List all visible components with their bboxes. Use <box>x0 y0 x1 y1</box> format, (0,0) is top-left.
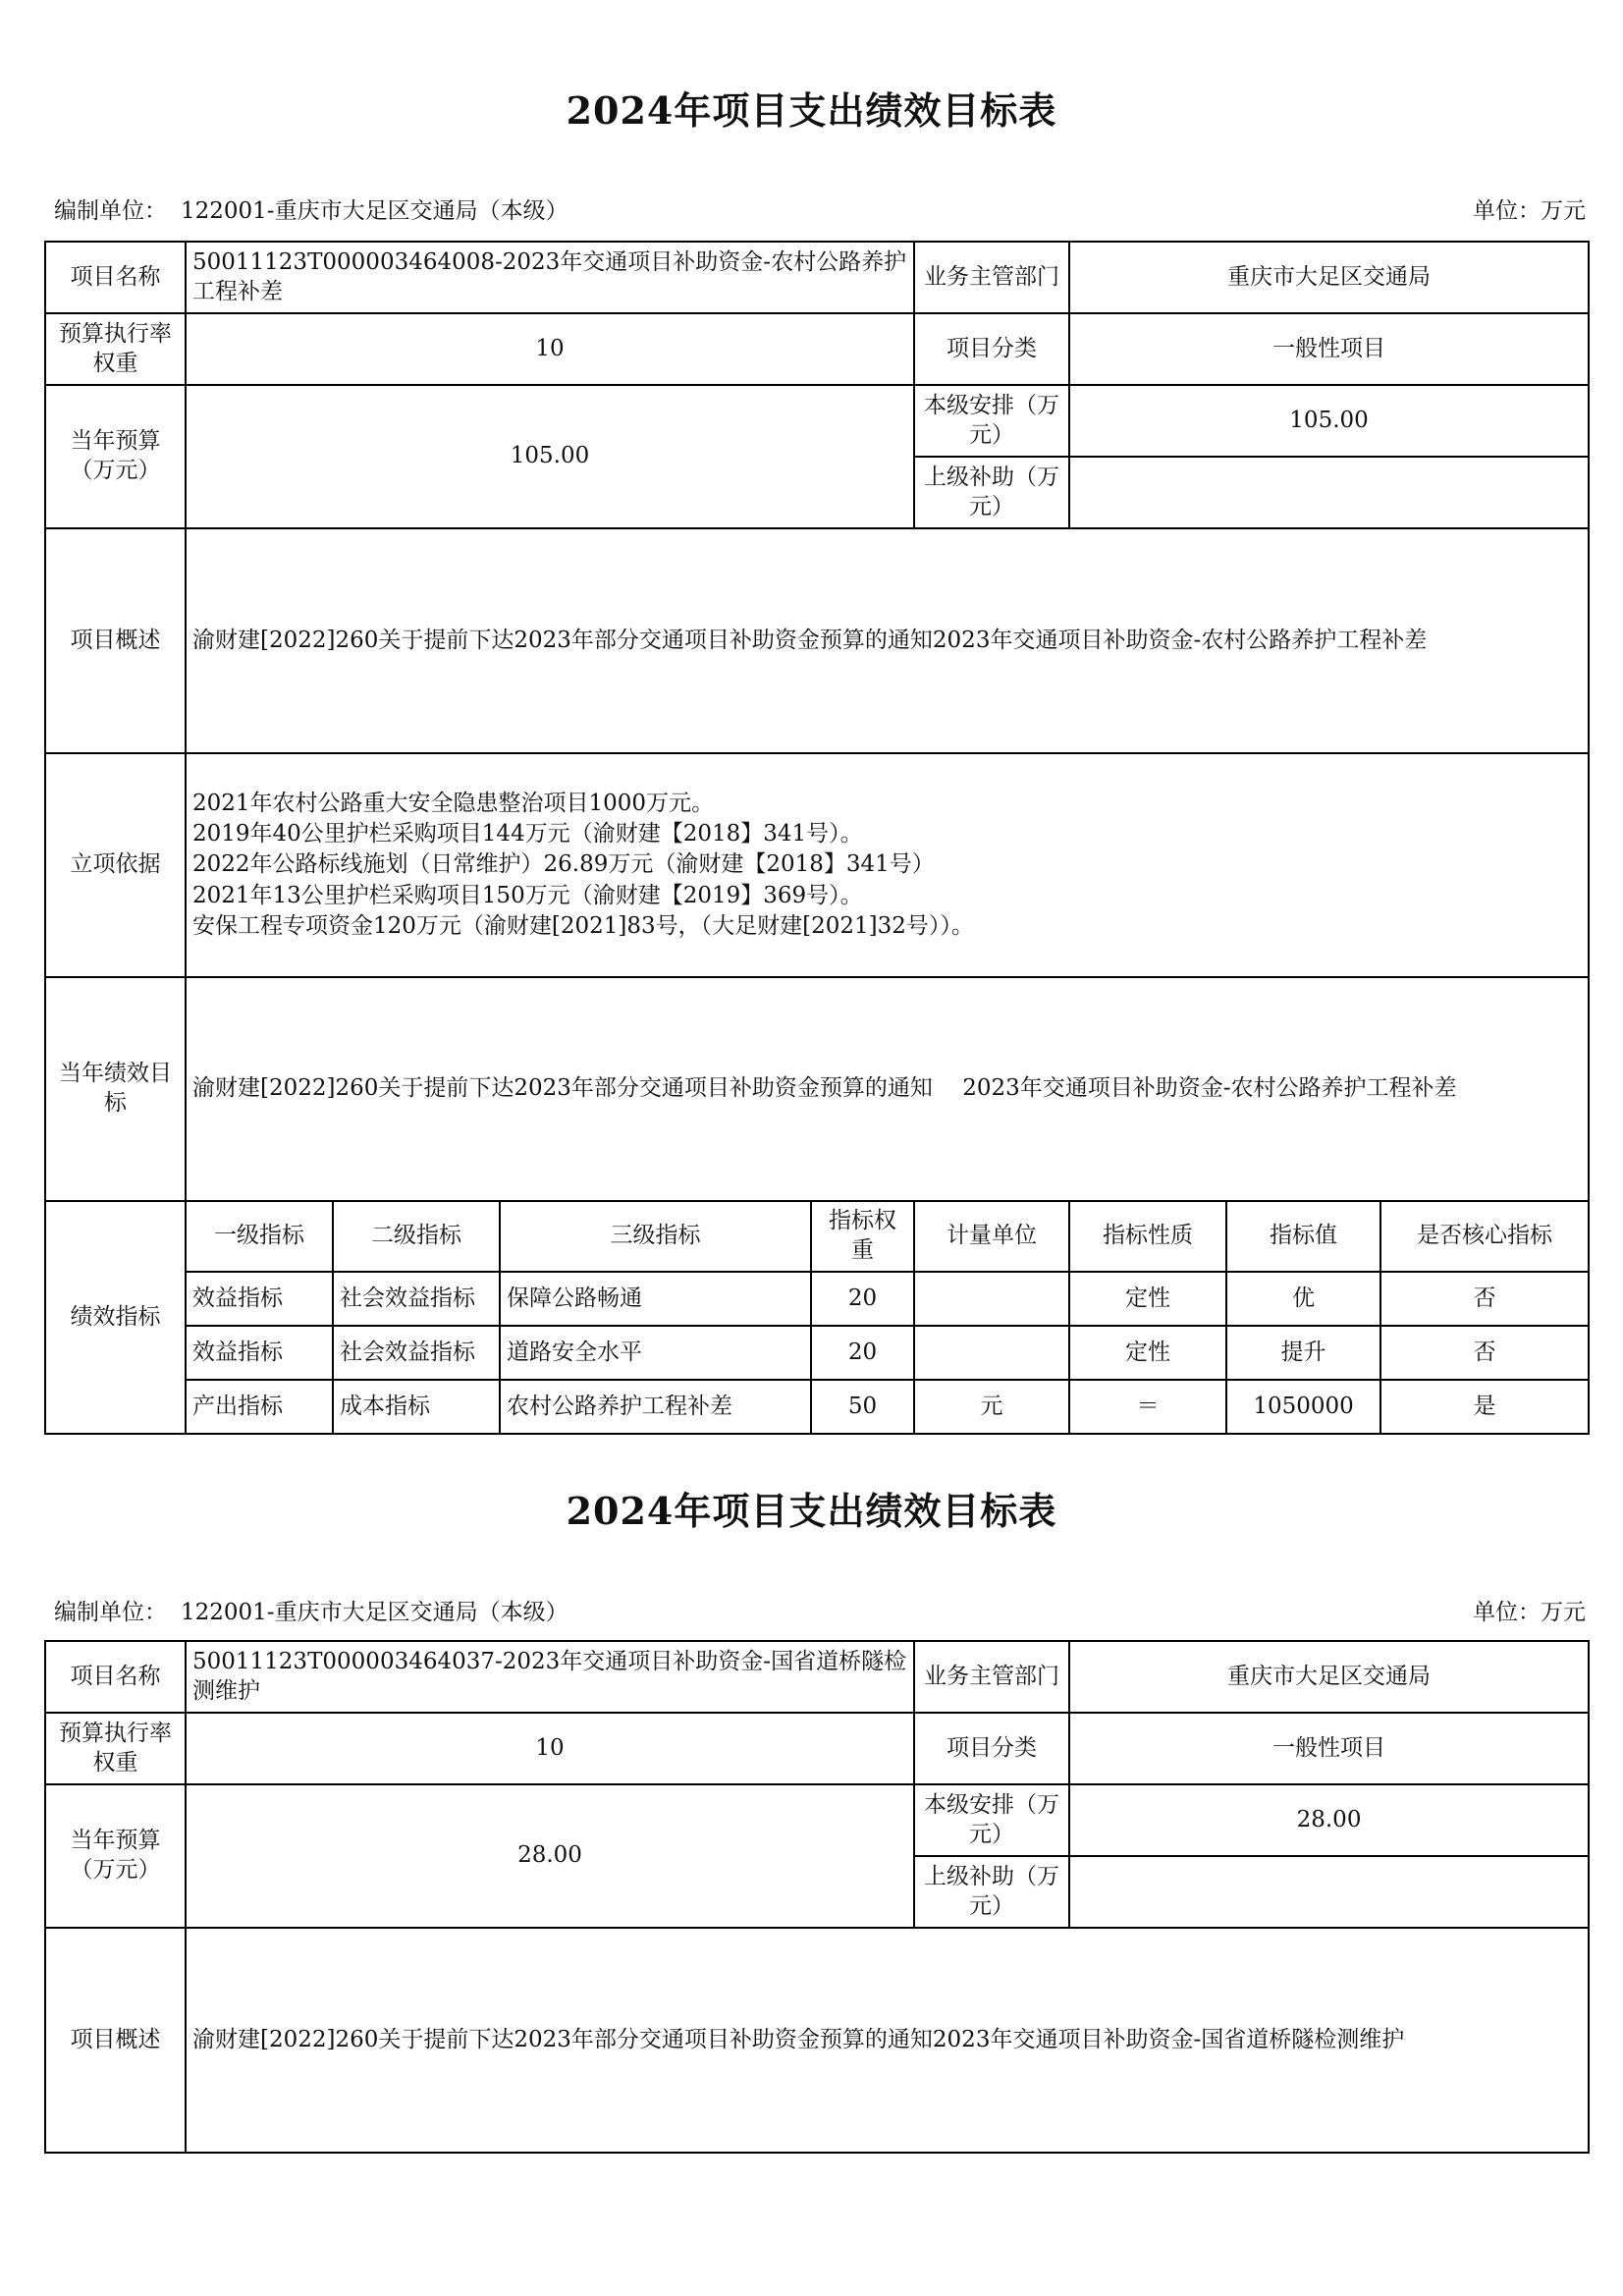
label-budget: 当年预算（万元） <box>45 1784 186 1928</box>
label-local: 本级安排（万元） <box>914 1784 1069 1856</box>
indicator-cell: 定性 <box>1069 1326 1226 1380</box>
category-value: 一般性项目 <box>1069 1713 1589 1784</box>
label-project-name: 项目名称 <box>45 242 186 313</box>
indicator-cell: 道路安全水平 <box>500 1326 811 1380</box>
overview-text: 渝财建[2022]260关于提前下达2023年部分交通项目补助资金预算的通知2023年交通项目补助资金-国省道桥隧检测维护 <box>186 1928 1589 2153</box>
indicator-cell: 50 <box>811 1380 914 1434</box>
unit-value: 122001-重庆市大足区交通局（本级） <box>181 1600 568 1625</box>
basis-line: 2021年13公里护栏采购项目150万元（渝财建【2019】369号）。 <box>192 882 863 908</box>
label-weight: 预算执行率权重 <box>45 1713 186 1784</box>
indicator-cell: 是 <box>1380 1380 1589 1434</box>
label-weight: 预算执行率权重 <box>45 313 186 385</box>
indicator-header: 指标权重 <box>811 1201 914 1272</box>
currency-label: 单位：万元 <box>1473 1600 1586 1625</box>
label-indicators: 绩效指标 <box>45 1201 186 1434</box>
indicator-header: 二级指标 <box>333 1201 500 1272</box>
currency-label: 单位：万元 <box>1473 198 1586 224</box>
label-category: 项目分类 <box>914 313 1069 385</box>
indicator-cell: 产出指标 <box>186 1380 333 1434</box>
label-project-name: 项目名称 <box>45 1641 186 1713</box>
unit-label: 编制单位： <box>54 198 167 224</box>
indicator-cell <box>914 1326 1069 1380</box>
indicator-header: 是否核心指标 <box>1380 1201 1589 1272</box>
label-upper: 上级补助（万元） <box>914 1856 1069 1928</box>
indicator-cell: 效益指标 <box>186 1272 333 1326</box>
indicator-cell: 社会效益指标 <box>333 1272 500 1326</box>
department: 重庆市大足区交通局 <box>1069 1641 1589 1713</box>
indicator-cell: 1050000 <box>1226 1380 1380 1434</box>
form-header-2 <box>54 1594 1586 1626</box>
project-name: 50011123T000003464008-2023年交通项目补助资金-农村公路养护工程补差 <box>186 242 914 313</box>
department: 重庆市大足区交通局 <box>1069 242 1589 313</box>
label-category: 项目分类 <box>914 1713 1069 1784</box>
indicator-header: 三级指标 <box>500 1201 811 1272</box>
upper-value <box>1069 1856 1589 1928</box>
indicator-cell: 农村公路养护工程补差 <box>500 1380 811 1434</box>
indicator-cell <box>914 1272 1069 1326</box>
indicator-cell: 优 <box>1226 1272 1380 1326</box>
label-budget: 当年预算（万元） <box>45 385 186 528</box>
unit-value: 122001-重庆市大足区交通局（本级） <box>181 198 568 224</box>
indicator-cell: 保障公路畅通 <box>500 1272 811 1326</box>
local-value: 28.00 <box>1069 1784 1589 1856</box>
budget-value: 105.00 <box>186 385 914 528</box>
indicator-cell: 20 <box>811 1272 914 1326</box>
indicator-row <box>45 1326 1589 1380</box>
indicator-cell: 成本指标 <box>333 1380 500 1434</box>
budget-value: 28.00 <box>186 1784 914 1928</box>
basis-text <box>186 753 1589 977</box>
label-overview: 项目概述 <box>45 528 186 753</box>
performance-table-2 <box>44 1640 1590 2154</box>
weight-value: 10 <box>186 1713 914 1784</box>
basis-line: 2021年农村公路重大安全隐患整治项目1000万元。 <box>192 791 715 817</box>
indicator-row <box>45 1272 1589 1326</box>
label-department: 业务主管部门 <box>914 242 1069 313</box>
basis-line: 安保工程专项资金120万元（渝财建[2021]83号，（大足财建[2021]32号））。 <box>192 912 974 939</box>
indicator-cell: 元 <box>914 1380 1069 1434</box>
indicator-cell: 定性 <box>1069 1272 1226 1326</box>
basis-line: 2022年公路标线施划（日常维护）26.89万元（渝财建【2018】341号） <box>192 851 935 878</box>
indicator-cell: 社会效益指标 <box>333 1326 500 1380</box>
basis-line: 2019年40公里护栏采购项目144万元（渝财建【2018】341号）。 <box>192 821 863 847</box>
indicator-cell: 20 <box>811 1326 914 1380</box>
label-local: 本级安排（万元） <box>914 385 1069 457</box>
form-header <box>54 192 1586 225</box>
label-basis: 立项依据 <box>45 753 186 977</box>
indicator-header: 一级指标 <box>186 1201 333 1272</box>
indicator-header: 指标性质 <box>1069 1201 1226 1272</box>
goal-text: 渝财建[2022]260关于提前下达2023年部分交通项目补助资金预算的通知 2023年交通项目补助资金-农村公路养护工程补差 <box>186 977 1589 1201</box>
weight-value: 10 <box>186 313 914 385</box>
label-goal: 当年绩效目标 <box>45 977 186 1201</box>
indicator-cell: 效益指标 <box>186 1326 333 1380</box>
indicator-header: 计量单位 <box>914 1201 1069 1272</box>
project-name: 50011123T000003464037-2023年交通项目补助资金-国省道桥隧检测维护 <box>186 1641 914 1713</box>
page-title: 2024年项目支出绩效目标表 <box>566 88 1057 133</box>
upper-value <box>1069 457 1589 528</box>
label-department: 业务主管部门 <box>914 1641 1069 1713</box>
performance-table <box>44 241 1590 1435</box>
label-overview: 项目概述 <box>45 1928 186 2153</box>
category-value: 一般性项目 <box>1069 313 1589 385</box>
indicator-header: 指标值 <box>1226 1201 1380 1272</box>
unit-label: 编制单位： <box>54 1600 167 1625</box>
overview-text: 渝财建[2022]260关于提前下达2023年部分交通项目补助资金预算的通知2023年交通项目补助资金-农村公路养护工程补差 <box>186 528 1589 753</box>
indicator-cell: 提升 <box>1226 1326 1380 1380</box>
indicator-row <box>45 1380 1589 1434</box>
local-value: 105.00 <box>1069 385 1589 457</box>
indicator-cell: ＝ <box>1069 1380 1226 1434</box>
indicator-cell: 否 <box>1380 1272 1589 1326</box>
label-upper: 上级补助（万元） <box>914 457 1069 528</box>
indicator-cell: 否 <box>1380 1326 1589 1380</box>
page-title-2: 2024年项目支出绩效目标表 <box>566 1489 1057 1533</box>
